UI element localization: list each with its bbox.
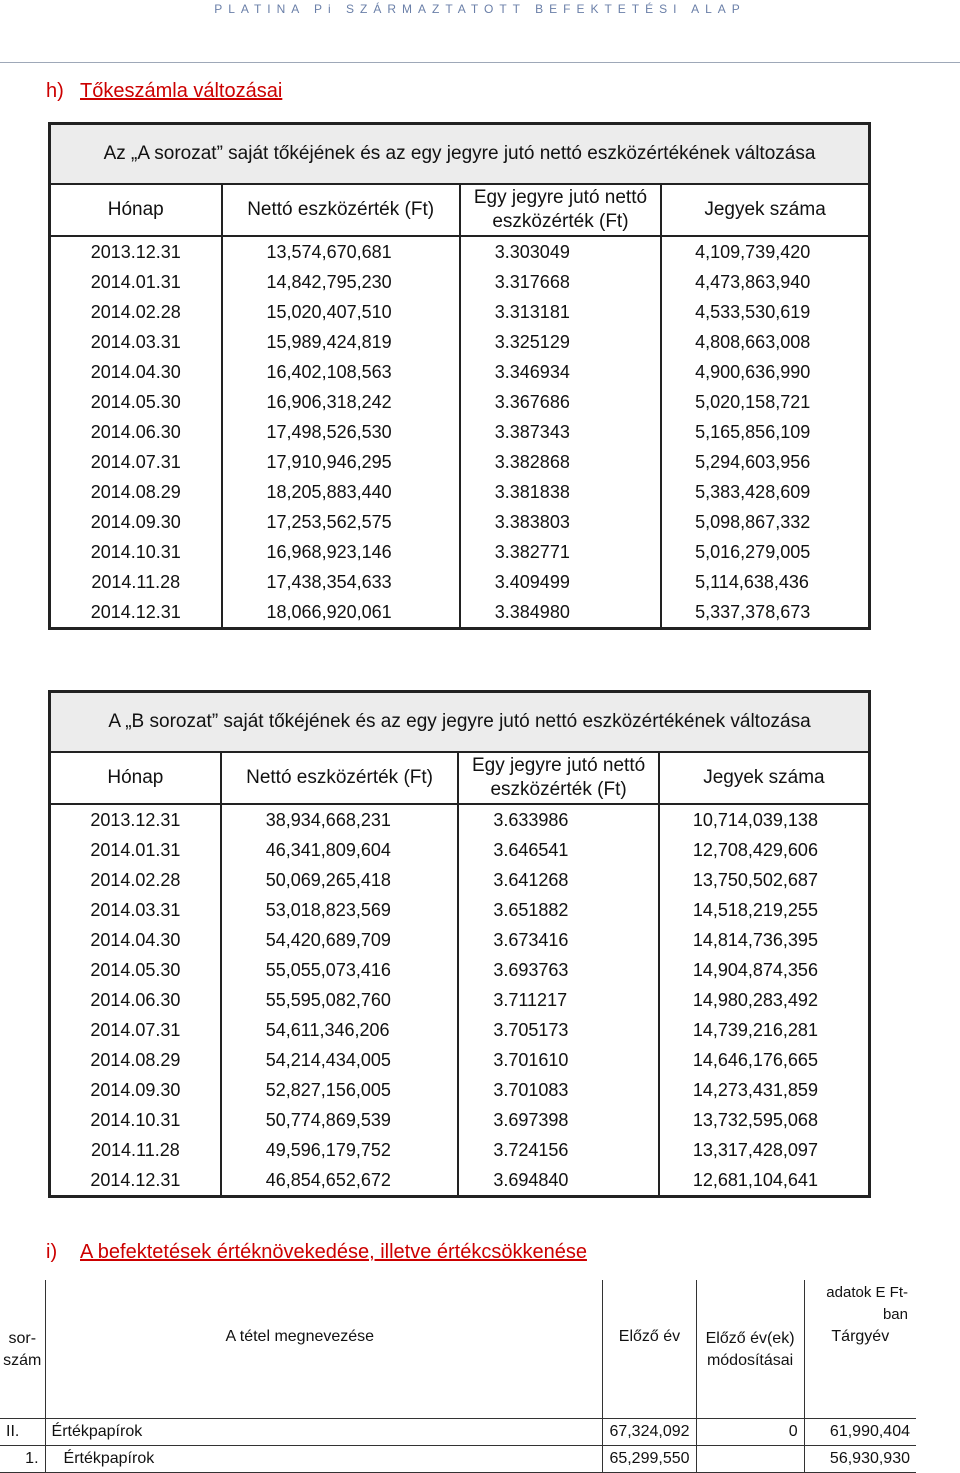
table-a-series — [48, 122, 871, 630]
nav-per-unit-cell: 3.381838 — [460, 477, 661, 507]
month-cell: 2014.10.31 — [90, 541, 181, 562]
nav-per-unit-cell: 3.701083 — [458, 1075, 658, 1105]
month-cell: 2014.05.30 — [90, 959, 181, 980]
unit-note: adatok E Ft-ban — [826, 1284, 908, 1323]
units-cell: 4,533,530,619 — [661, 297, 869, 327]
previous-years-mods-cell: 0 — [696, 1419, 804, 1446]
units-cell: 14,814,736,395 — [659, 925, 870, 955]
units-cell: 5,114,638,436 — [661, 567, 869, 597]
nav-per-unit-cell: 3.382868 — [460, 447, 661, 477]
table-row — [0, 1446, 916, 1473]
net-asset-value-cell: 13,574,670,681 — [222, 236, 460, 267]
col-header-item-name: A tétel megnevezése — [45, 1280, 603, 1419]
units-cell: 12,708,429,606 — [659, 835, 870, 865]
col-header-serial: sor-szám — [0, 1280, 45, 1419]
col-header-month: Hónap — [50, 184, 222, 236]
month-cell: 2014.08.29 — [90, 1049, 181, 1070]
col-header-previous-years-mods: Előző év(ek) módosításai — [696, 1280, 804, 1419]
item-name-cell: Értékpapírok — [45, 1446, 603, 1473]
table-row — [50, 985, 870, 1015]
nav-per-unit-cell: 3.711217 — [458, 985, 658, 1015]
net-asset-value-cell: 50,774,869,539 — [221, 1105, 459, 1135]
section-i-title — [46, 1241, 587, 1264]
month-cell: 2014.05.30 — [90, 391, 181, 412]
units-cell: 14,980,283,492 — [659, 985, 870, 1015]
month-cell: 2014.01.31 — [90, 271, 181, 292]
previous-year-cell: 67,324,092 — [603, 1419, 696, 1446]
header-divider — [0, 62, 960, 63]
table-row — [50, 865, 870, 895]
nav-per-unit-cell: 3.705173 — [458, 1015, 658, 1045]
units-cell: 10,714,039,138 — [659, 804, 870, 835]
nav-per-unit-cell: 3.346934 — [460, 357, 661, 387]
table-row — [50, 925, 870, 955]
table-row — [50, 1075, 870, 1105]
month-cell: 2014.02.28 — [90, 301, 181, 322]
units-cell: 14,739,216,281 — [659, 1015, 870, 1045]
units-cell: 4,900,636,990 — [661, 357, 869, 387]
net-asset-value-cell: 16,402,108,563 — [222, 357, 460, 387]
nav-per-unit-cell: 3.382771 — [460, 537, 661, 567]
units-cell: 14,273,431,859 — [659, 1075, 870, 1105]
net-asset-value-cell: 54,611,346,206 — [221, 1015, 459, 1045]
net-asset-value-cell: 46,854,652,672 — [221, 1165, 459, 1197]
net-asset-value-cell: 52,827,156,005 — [221, 1075, 459, 1105]
units-cell: 5,165,856,109 — [661, 417, 869, 447]
table-row — [50, 417, 870, 447]
table-row — [50, 1105, 870, 1135]
section-i-text: A befektetések értéknövekedése, illetve értékcsökkenése — [80, 1241, 587, 1263]
month-cell: 2014.03.31 — [90, 331, 181, 352]
units-cell: 4,473,863,940 — [661, 267, 869, 297]
net-asset-value-cell: 54,214,434,005 — [221, 1045, 459, 1075]
nav-per-unit-cell: 3.724156 — [458, 1135, 658, 1165]
section-i-letter: i) — [46, 1241, 58, 1263]
nav-per-unit-cell: 3.651882 — [458, 895, 658, 925]
net-asset-value-cell: 17,438,354,633 — [222, 567, 460, 597]
month-cell: 2014.04.30 — [90, 929, 181, 950]
table-row — [50, 567, 870, 597]
month-cell: 2014.04.30 — [90, 361, 181, 382]
units-cell: 5,294,603,956 — [661, 447, 869, 477]
month-cell: 2014.12.31 — [90, 601, 181, 622]
table-row — [50, 507, 870, 537]
table-row — [50, 327, 870, 357]
col-header-net-asset-value: Nettó eszközérték (Ft) — [222, 184, 460, 236]
nav-per-unit-cell: 3.313181 — [460, 297, 661, 327]
col-header-units: Jegyek száma — [659, 752, 870, 804]
table-row — [50, 804, 870, 835]
month-cell: 2014.10.31 — [90, 1109, 181, 1130]
net-asset-value-cell: 46,341,809,604 — [221, 835, 459, 865]
col-header-current-year: Tárgyév — [804, 1280, 916, 1419]
table-row — [50, 357, 870, 387]
table-row — [50, 835, 870, 865]
col-header-previous-year: Előző év — [603, 1280, 696, 1419]
current-year-cell: 61,990,404 — [804, 1419, 916, 1446]
net-asset-value-cell: 16,968,923,146 — [222, 537, 460, 567]
table-row — [50, 297, 870, 327]
table-row — [50, 236, 870, 267]
net-asset-value-cell: 50,069,265,418 — [221, 865, 459, 895]
table-b-caption: A „B sorozat” saját tőkéjének és az egy jegyre jutó nettó eszközértékének változása — [50, 692, 870, 753]
net-asset-value-cell: 18,066,920,061 — [222, 597, 460, 629]
net-asset-value-cell: 49,596,179,752 — [221, 1135, 459, 1165]
units-cell: 4,109,739,420 — [661, 236, 869, 267]
net-asset-value-cell: 18,205,883,440 — [222, 477, 460, 507]
net-asset-value-cell: 17,498,526,530 — [222, 417, 460, 447]
nav-per-unit-cell: 3.387343 — [460, 417, 661, 447]
serial-cell: 1. — [0, 1446, 45, 1473]
nav-per-unit-cell: 3.317668 — [460, 267, 661, 297]
col-header-nav-per-unit: Egy jegyre jutó nettó eszközérték (Ft) — [458, 752, 658, 804]
net-asset-value-cell: 17,253,562,575 — [222, 507, 460, 537]
month-cell: 2014.12.31 — [90, 1169, 181, 1190]
table-row — [50, 1165, 870, 1197]
previous-year-cell: 65,299,550 — [603, 1446, 696, 1473]
nav-per-unit-cell: 3.383803 — [460, 507, 661, 537]
nav-per-unit-cell: 3.384980 — [460, 597, 661, 629]
item-name-cell: Értékpapírok — [45, 1419, 603, 1446]
col-header-month: Hónap — [50, 752, 221, 804]
fund-name-header: PLATINA Pi SZÁRMAZTATOTT BEFEKTETÉSI ALAP — [214, 2, 746, 16]
net-asset-value-cell: 17,910,946,295 — [222, 447, 460, 477]
units-cell: 13,750,502,687 — [659, 865, 870, 895]
nav-per-unit-cell: 3.409499 — [460, 567, 661, 597]
month-cell: 2014.09.30 — [90, 1079, 181, 1100]
month-cell: 2014.07.31 — [90, 451, 181, 472]
nav-per-unit-cell: 3.325129 — [460, 327, 661, 357]
net-asset-value-cell: 55,595,082,760 — [221, 985, 459, 1015]
month-cell: 2014.09.30 — [90, 511, 181, 532]
month-cell: 2014.06.30 — [90, 989, 181, 1010]
nav-per-unit-cell: 3.673416 — [458, 925, 658, 955]
month-cell: 2014.02.28 — [90, 869, 181, 890]
month-cell: 2014.11.28 — [91, 571, 181, 592]
table-row — [50, 597, 870, 629]
table-row — [50, 955, 870, 985]
month-cell: 2014.06.30 — [90, 421, 181, 442]
net-asset-value-cell: 15,020,407,510 — [222, 297, 460, 327]
section-h-title — [46, 80, 282, 103]
net-asset-value-cell: 55,055,073,416 — [221, 955, 459, 985]
table-row — [50, 537, 870, 567]
table-b-series — [48, 690, 871, 1198]
nav-per-unit-cell: 3.646541 — [458, 835, 658, 865]
units-cell: 14,646,176,665 — [659, 1045, 870, 1075]
units-cell: 5,016,279,005 — [661, 537, 869, 567]
month-cell: 2014.01.31 — [90, 839, 181, 860]
units-cell: 14,518,219,255 — [659, 895, 870, 925]
units-cell: 5,098,867,332 — [661, 507, 869, 537]
table-row — [50, 477, 870, 507]
units-cell: 4,808,663,008 — [661, 327, 869, 357]
table-row — [50, 447, 870, 477]
nav-per-unit-cell: 3.701610 — [458, 1045, 658, 1075]
previous-years-mods-cell — [696, 1446, 804, 1473]
col-header-units: Jegyek száma — [661, 184, 869, 236]
net-asset-value-cell: 16,906,318,242 — [222, 387, 460, 417]
units-cell: 5,020,158,721 — [661, 387, 869, 417]
month-cell: 2014.03.31 — [90, 899, 181, 920]
net-asset-value-cell: 15,989,424,819 — [222, 327, 460, 357]
table-row — [0, 1419, 916, 1446]
current-year-cell: 56,930,930 — [804, 1446, 916, 1473]
units-cell: 12,681,104,641 — [659, 1165, 870, 1197]
table-row — [50, 1135, 870, 1165]
net-asset-value-cell: 14,842,795,230 — [222, 267, 460, 297]
month-cell: 2014.11.28 — [90, 1139, 180, 1160]
nav-per-unit-cell: 3.303049 — [460, 236, 661, 267]
col-header-net-asset-value: Nettó eszközérték (Ft) — [221, 752, 459, 804]
month-cell: 2013.12.31 — [90, 809, 181, 830]
month-cell: 2013.12.31 — [90, 241, 181, 262]
units-cell: 5,337,378,673 — [661, 597, 869, 629]
section-h-letter: h) — [46, 80, 64, 102]
month-cell: 2014.07.31 — [90, 1019, 181, 1040]
net-asset-value-cell: 53,018,823,569 — [221, 895, 459, 925]
nav-per-unit-cell: 3.694840 — [458, 1165, 658, 1197]
serial-cell: II. — [0, 1419, 45, 1446]
units-cell: 13,732,595,068 — [659, 1105, 870, 1135]
units-cell: 13,317,428,097 — [659, 1135, 870, 1165]
table-row — [50, 267, 870, 297]
table-row — [50, 387, 870, 417]
table-row — [50, 895, 870, 925]
section-h-text: Tőkeszámla változásai — [80, 80, 283, 102]
units-cell: 14,904,874,356 — [659, 955, 870, 985]
investment-value-table — [0, 1280, 916, 1473]
nav-per-unit-cell: 3.367686 — [460, 387, 661, 417]
units-cell: 5,383,428,609 — [661, 477, 869, 507]
month-cell: 2014.08.29 — [90, 481, 181, 502]
table-row — [50, 1045, 870, 1075]
net-asset-value-cell: 38,934,668,231 — [221, 804, 459, 835]
col-header-nav-per-unit: Egy jegyre jutó nettó eszközérték (Ft) — [460, 184, 661, 236]
nav-per-unit-cell: 3.697398 — [458, 1105, 658, 1135]
table-a-caption: Az „A sorozat” saját tőkéjének és az egy jegyre jutó nettó eszközértékének változása — [50, 124, 870, 185]
nav-per-unit-cell: 3.633986 — [458, 804, 658, 835]
nav-per-unit-cell: 3.641268 — [458, 865, 658, 895]
nav-per-unit-cell: 3.693763 — [458, 955, 658, 985]
net-asset-value-cell: 54,420,689,709 — [221, 925, 459, 955]
table-row — [50, 1015, 870, 1045]
